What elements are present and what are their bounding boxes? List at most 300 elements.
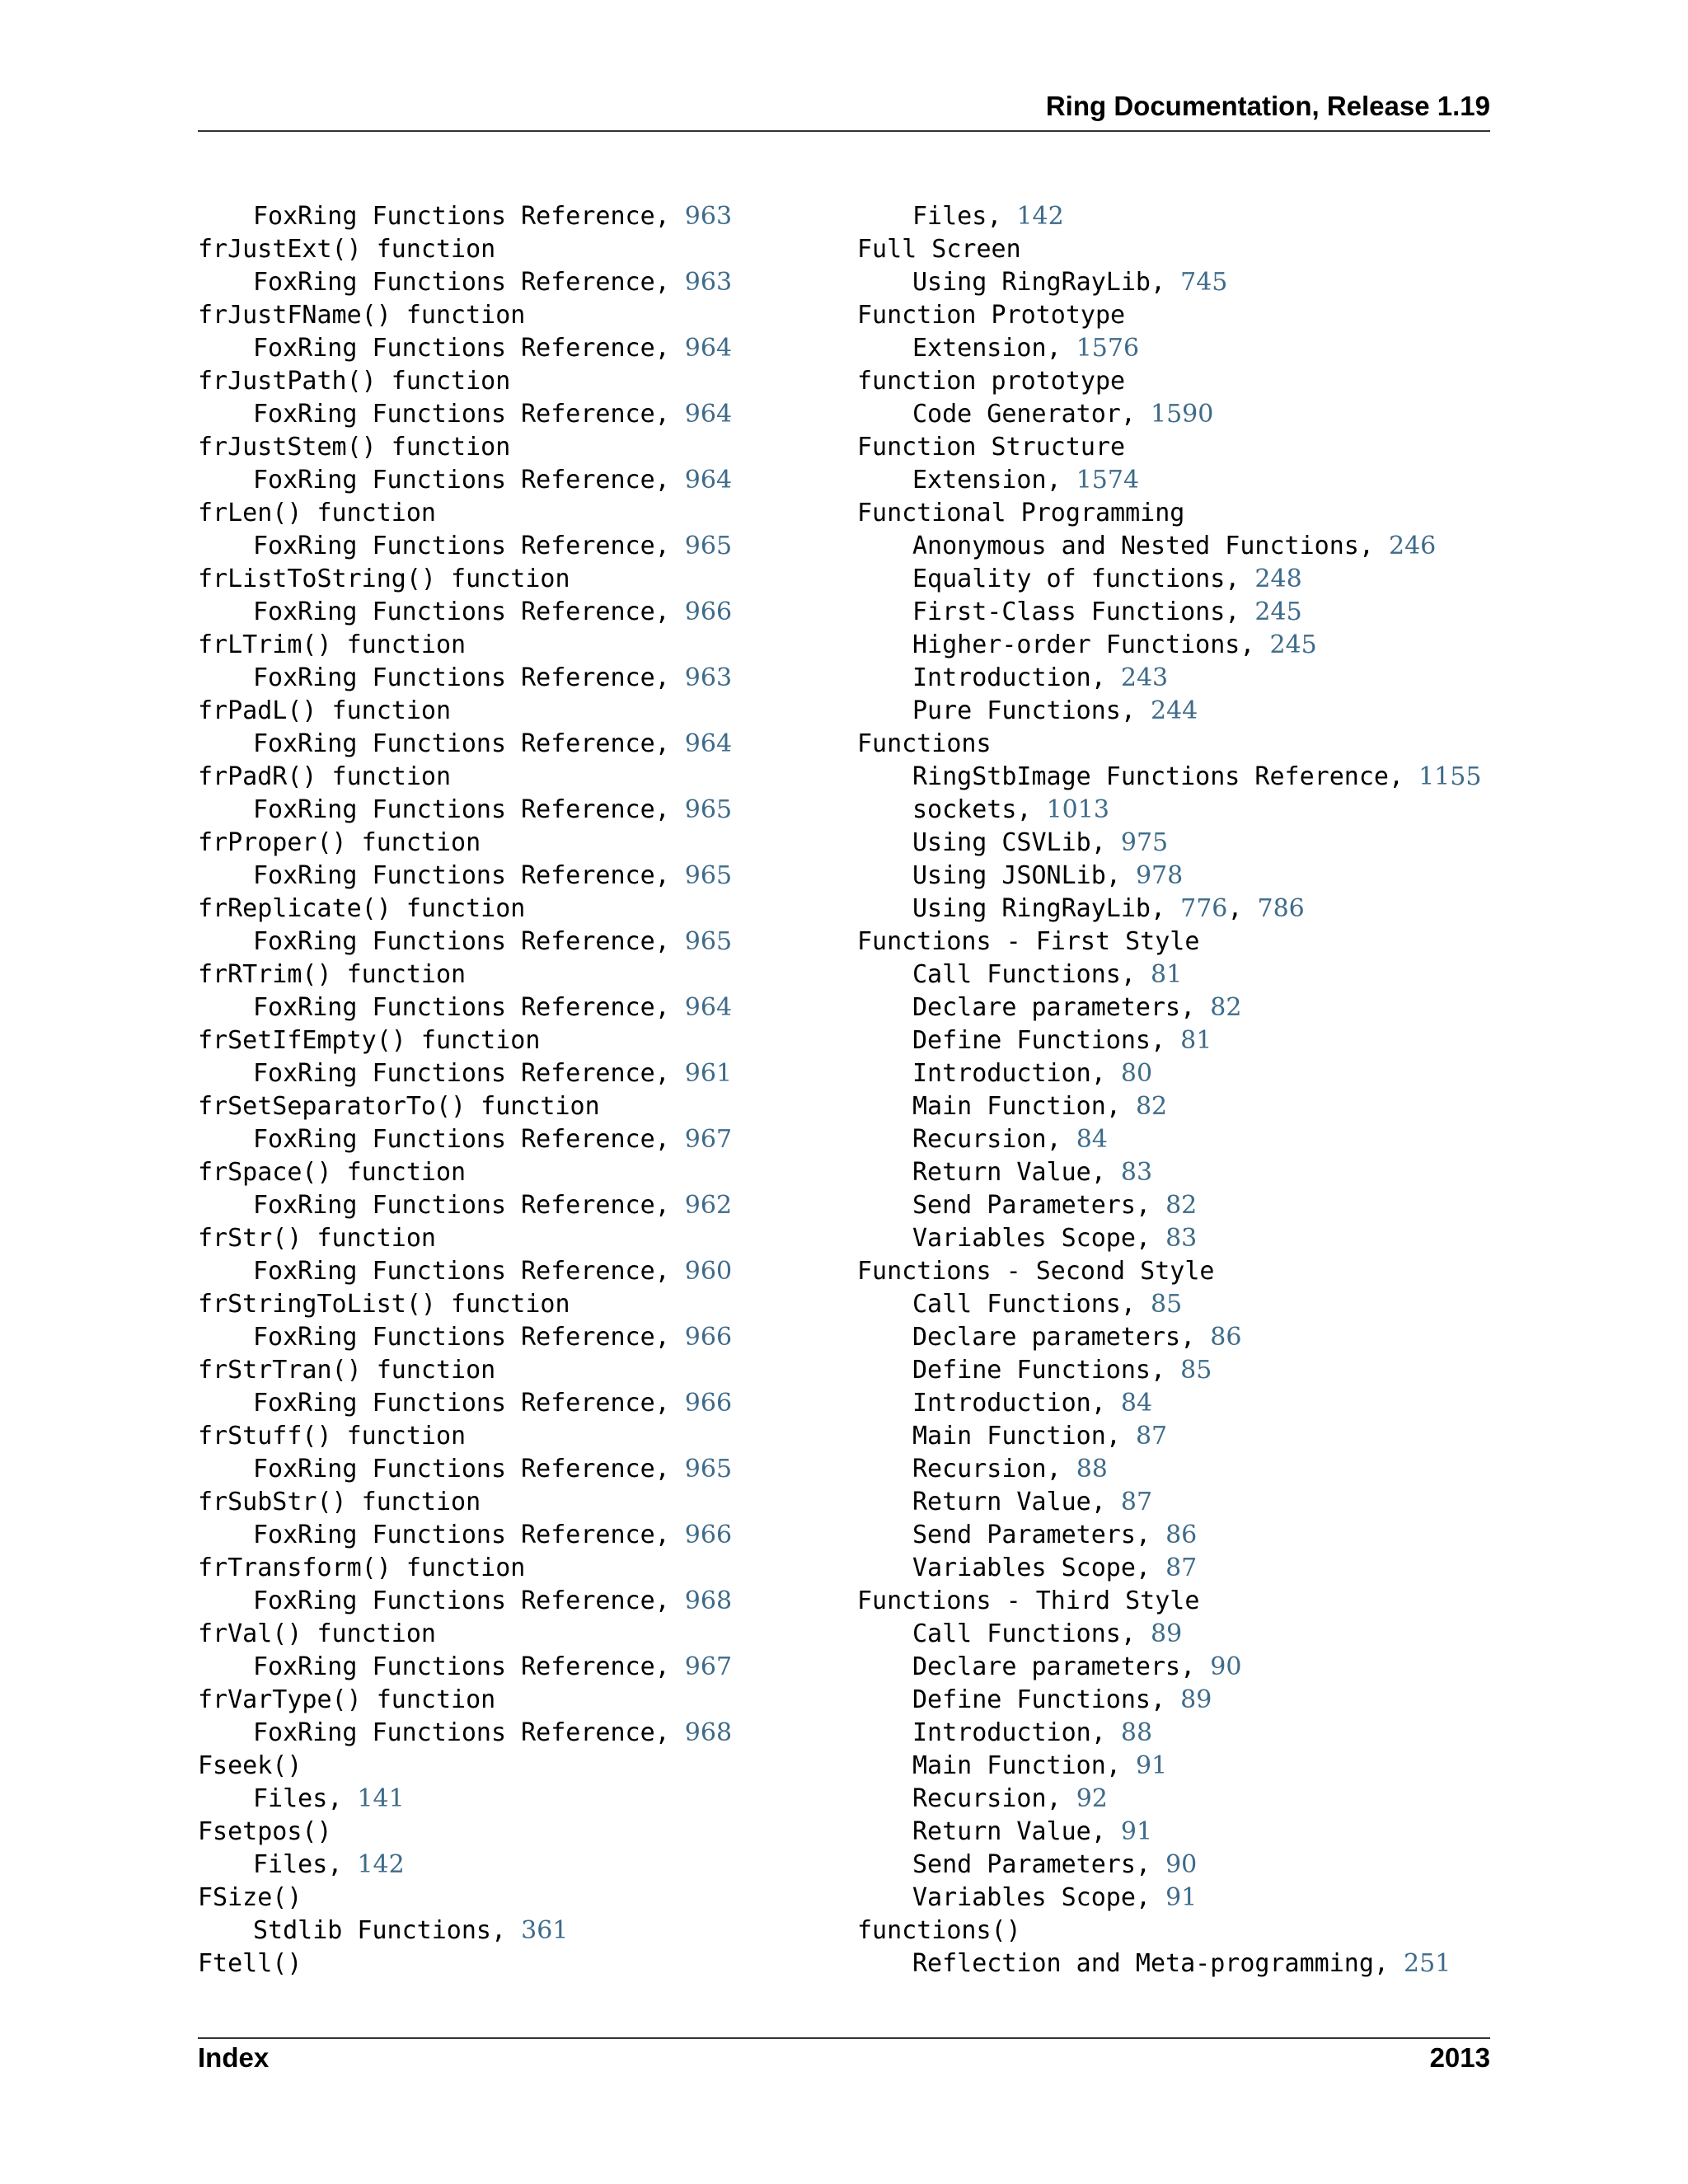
index-entry [857,365,1484,398]
page-link[interactable]: 1155 [1418,762,1482,791]
page-link[interactable]: 87 [1120,1488,1153,1516]
index-subentry [857,530,1484,563]
index-term: Fsetpos() [198,1817,332,1846]
index-term: frSetIfEmpty() function [198,1026,541,1055]
index-subentry [857,794,1484,827]
index-subentry [857,893,1484,926]
index-term: FoxRing Functions Reference [253,334,655,363]
index-subentry [198,398,841,431]
separator: , [654,1455,685,1483]
index-term: FoxRing Functions Reference [253,1521,655,1549]
index-term: frStringToList() function [198,1290,570,1319]
page-link[interactable]: 965 [684,795,733,824]
index-term: Stdlib Functions [253,1916,491,1945]
index-term: Introduction [912,1718,1091,1747]
page-link[interactable]: 84 [1076,1125,1108,1154]
separator: , [654,1191,685,1220]
index-term: FSize() [198,1883,302,1912]
separator: , [654,861,685,890]
index-term: Return Value [912,1817,1091,1846]
page-link[interactable]: 965 [684,927,733,956]
index-entry [198,761,841,794]
page-link[interactable]: 87 [1165,1554,1198,1582]
index-entry [198,1354,841,1387]
index-term: Pure Functions [912,696,1121,725]
page-link[interactable]: 89 [1151,1619,1183,1648]
page-link[interactable]: 91 [1135,1751,1168,1780]
running-footer [198,2042,1490,2074]
index-term: functions() [857,1916,1021,1945]
index-term: frJustFName() function [198,301,526,330]
index-term: Main Function [912,1751,1106,1780]
page-link[interactable]: 786 [1257,894,1305,923]
index-subentry [198,1387,841,1420]
separator: , [1105,1751,1136,1780]
index-term: Send Parameters [912,1850,1136,1879]
index-term: First-Class Functions [912,598,1226,626]
index-column-left [198,200,841,1980]
index-entry [198,1486,841,1519]
index-entry [198,958,841,991]
page-link[interactable]: 978 [1135,861,1184,890]
index-entry [857,233,1484,266]
page-link[interactable]: 245 [1254,598,1302,626]
index-subentry [198,530,841,563]
index-term: frProper() function [198,828,481,857]
index-subentry [857,662,1484,695]
index-term: Recursion [912,1784,1047,1813]
page-link[interactable]: 82 [1210,993,1242,1022]
index-term: Return Value [912,1158,1091,1187]
index-term: Send Parameters [912,1521,1136,1549]
index-term: Functions - Second Style [857,1257,1215,1286]
separator: , [654,1586,685,1615]
page-link[interactable]: 968 [684,1718,733,1747]
index-term: Function Structure [857,433,1126,462]
page-link[interactable]: 82 [1135,1092,1168,1121]
index-term: Declare parameters [912,1652,1181,1681]
index-term: Recursion [912,1125,1047,1154]
index-entry [198,299,841,332]
page-link[interactable]: 964 [684,466,733,494]
index-subentry [857,1387,1484,1420]
index-subentry [857,1486,1484,1519]
separator: , [1120,696,1151,725]
index-term: Send Parameters [912,1191,1136,1220]
page-link[interactable]: 90 [1210,1652,1242,1681]
index-subentry [857,1618,1484,1651]
separator: , [654,1257,685,1286]
index-entry [198,1947,841,1980]
index-term: frJustExt() function [198,235,496,264]
index-subentry [198,1123,841,1156]
page-link[interactable]: 88 [1076,1455,1108,1483]
index-subentry [198,1915,841,1947]
separator: , [1090,1389,1121,1418]
index-entry [198,497,841,530]
separator: , [1135,1883,1166,1912]
index-term: FoxRing Functions Reference [253,1652,655,1681]
separator: , [1388,762,1419,791]
index-subentry [198,1453,841,1486]
index-subentry [857,629,1484,662]
page-link[interactable]: 80 [1120,1059,1153,1088]
index-term: Variables Scope [912,1883,1136,1912]
index-term: Files [912,202,987,231]
index-term: FoxRing Functions Reference [253,466,655,494]
index-subentry [857,200,1484,233]
index-entry [198,1156,841,1189]
separator: , [654,1652,685,1681]
index-term: RingStbImage Functions Reference [912,762,1389,791]
separator: , [1135,1224,1166,1253]
index-term: Functions [857,729,992,758]
separator: , [1120,1290,1151,1319]
page-link[interactable]: 88 [1120,1718,1153,1747]
index-entry [198,1420,841,1453]
index-term: Call Functions [912,960,1121,989]
page-link[interactable]: 963 [684,663,733,692]
index-subentry [198,1651,841,1684]
index-term: frVal() function [198,1619,436,1648]
index-entry [198,365,841,398]
index-term: Extension [912,466,1047,494]
separator: , [1150,1026,1181,1055]
page-link[interactable]: 1576 [1076,334,1140,363]
index-entry [857,926,1484,958]
separator: , [654,663,685,692]
separator: , [1150,1685,1181,1714]
index-entry [857,1585,1484,1618]
index-entry [857,299,1484,332]
index-subentry [198,266,841,299]
index-term: Functions - First Style [857,927,1200,956]
separator: , [654,400,685,429]
index-term: Extension [912,334,1047,363]
index-term: FoxRing Functions Reference [253,1323,655,1352]
page-link[interactable]: 82 [1165,1191,1198,1220]
page-link[interactable]: 962 [684,1191,733,1220]
index-term: Define Functions [912,1685,1151,1714]
index-subentry [857,1189,1484,1222]
index-term: Declare parameters [912,993,1181,1022]
index-term: Introduction [912,1059,1091,1088]
index-subentry [198,794,841,827]
index-subentry [198,1849,841,1882]
page-link[interactable]: 1574 [1076,466,1140,494]
separator: , [654,1125,685,1154]
index-subentry [198,332,841,365]
index-term: Functional Programming [857,499,1185,527]
separator: , [654,268,685,297]
page-link[interactable]: 91 [1165,1883,1198,1912]
separator: , [654,532,685,560]
index-subentry [857,1321,1484,1354]
separator: , [1090,663,1121,692]
separator: , [654,1323,685,1352]
page-link[interactable]: 965 [684,1455,733,1483]
separator: , [327,1784,358,1813]
footer-section: Index [198,2042,270,2073]
index-subentry [857,1947,1484,1980]
separator: , [1150,268,1181,297]
index-term: frSpace() function [198,1158,467,1187]
page-link[interactable]: 961 [684,1059,733,1088]
index-term: frListToString() function [198,565,570,593]
index-term: Equality of functions [912,565,1226,593]
index-subentry [857,1090,1484,1123]
index-entry [198,1222,841,1255]
index-term: FoxRing Functions Reference [253,729,655,758]
separator: , [1105,1422,1136,1451]
index-term: frLTrim() function [198,630,467,659]
index-term: Full Screen [857,235,1021,264]
page-link[interactable]: 142 [357,1850,405,1879]
page-link[interactable]: 84 [1120,1389,1153,1418]
index-subentry [198,662,841,695]
index-entry [198,233,841,266]
separator: , [1090,1488,1121,1516]
index-entry [857,431,1484,464]
index-entry [198,827,841,860]
page-link[interactable]: 81 [1180,1026,1212,1055]
page-link[interactable]: 85 [1180,1356,1212,1385]
index-term: FoxRing Functions Reference [253,400,655,429]
index-term: Introduction [912,663,1091,692]
page-link[interactable]: 1590 [1151,400,1214,429]
index-term: FoxRing Functions Reference [253,1455,655,1483]
index-subentry [857,1717,1484,1750]
index-subentry [198,200,841,233]
index-term: FoxRing Functions Reference [253,1718,655,1747]
index-subentry [857,1156,1484,1189]
index-term: FoxRing Functions Reference [253,1191,655,1220]
index-subentry [857,596,1484,629]
page-link[interactable]: 963 [684,202,733,231]
index-term: Using JSONLib [912,861,1106,890]
page-link[interactable]: 248 [1254,565,1302,593]
separator: , [654,598,685,626]
separator: , [1105,861,1136,890]
index-term: Files [253,1784,328,1813]
index-term: FoxRing Functions Reference [253,1257,655,1286]
page-link[interactable]: 86 [1165,1521,1198,1549]
page-link[interactable]: 83 [1120,1158,1153,1187]
index-subentry [198,1189,841,1222]
page-link[interactable]: 966 [684,1521,733,1549]
separator: , [1090,1158,1121,1187]
index-subentry [857,1057,1484,1090]
index-term: Define Functions [912,1356,1151,1385]
separator: , [654,1521,685,1549]
separator: , [1016,795,1047,824]
separator: , [654,1059,685,1088]
separator: , [1225,598,1255,626]
separator: , [1135,1521,1166,1549]
index-term: Define Functions [912,1026,1151,1055]
index-subentry [198,596,841,629]
separator: , [654,993,685,1022]
index-term: FoxRing Functions Reference [253,202,655,231]
index-subentry [857,1453,1484,1486]
index-term: FoxRing Functions Reference [253,1389,655,1418]
index-subentry [857,1750,1484,1783]
index-entry [857,497,1484,530]
page-link[interactable]: 251 [1404,1949,1451,1978]
separator: , [1105,1092,1136,1121]
index-subentry [198,728,841,761]
index-term: Functions - Third Style [857,1586,1200,1615]
page-link[interactable]: 967 [684,1125,733,1154]
index-subentry [198,860,841,893]
index-subentry [198,926,841,958]
index-term: FoxRing Functions Reference [253,1125,655,1154]
index-term: Files [253,1850,328,1879]
separator: , [654,729,685,758]
index-term: Using RingRayLib [912,894,1151,923]
index-entry [198,1618,841,1651]
index-term: Declare parameters [912,1323,1181,1352]
separator: , [654,466,685,494]
index-subentry [857,1354,1484,1387]
index-term: frSetSeparatorTo() function [198,1092,600,1121]
index-subentry [857,1651,1484,1684]
index-term: FoxRing Functions Reference [253,598,655,626]
separator: , [654,927,685,956]
page-link[interactable]: 245 [1269,630,1317,659]
index-term: Call Functions [912,1619,1121,1648]
index-subentry [198,464,841,497]
index-term: Function Prototype [857,301,1126,330]
index-subentry [857,398,1484,431]
separator: , [490,1916,522,1945]
index-term: FoxRing Functions Reference [253,927,655,956]
separator: , [654,334,685,363]
index-term: Higher-order Functions [912,630,1240,659]
separator: , [654,1718,685,1747]
page-link[interactable]: 960 [684,1257,733,1286]
separator: , [1180,1323,1211,1352]
index-subentry [857,1420,1484,1453]
page-link[interactable]: 142 [1016,202,1064,231]
index-subentry [857,761,1484,794]
index-term: frPadL() function [198,696,452,725]
index-term: FoxRing Functions Reference [253,663,655,692]
index-subentry [857,1519,1484,1552]
page-link[interactable]: 964 [684,400,733,429]
page-link[interactable]: 1013 [1046,795,1109,824]
index-entry [198,1816,841,1849]
page-link[interactable]: 83 [1165,1224,1198,1253]
index-entry [198,1288,841,1321]
page-link[interactable]: 243 [1120,663,1169,692]
page-link[interactable]: 965 [684,532,733,560]
separator: , [1120,400,1151,429]
index-term: FoxRing Functions Reference [253,268,655,297]
page-link[interactable]: 964 [684,729,733,758]
separator: , [1180,1652,1211,1681]
separator: , [1358,532,1389,560]
page-link[interactable]: 968 [684,1586,733,1615]
page-link[interactable]: 966 [684,598,733,626]
index-subentry [857,695,1484,728]
index-subentry [857,958,1484,991]
index-entry [198,1684,841,1717]
index-entry [198,629,841,662]
index-term: frRTrim() function [198,960,467,989]
index-term: Introduction [912,1389,1091,1418]
index-term: Code Generator [912,400,1121,429]
index-subentry [198,1057,841,1090]
page-link[interactable]: 745 [1180,268,1228,297]
index-entry [198,563,841,596]
index-term: Variables Scope [912,1554,1136,1582]
footer-page-number: 2013 [1429,2042,1490,2073]
index-subentry [198,1585,841,1618]
index-term: Main Function [912,1092,1106,1121]
index-term: function prototype [857,367,1126,396]
separator: , [1150,1356,1181,1385]
page-link[interactable]: 87 [1135,1422,1168,1451]
page-link[interactable]: 85 [1151,1290,1183,1319]
page-link[interactable]: 92 [1076,1784,1108,1813]
page-link[interactable]: 967 [684,1652,733,1681]
index-term: Main Function [912,1422,1106,1451]
index-entry [857,728,1484,761]
separator: , [1227,894,1258,923]
separator: , [654,1389,685,1418]
index-term: Anonymous and Nested Functions [912,532,1359,560]
separator: , [654,202,685,231]
index-term: Recursion [912,1455,1047,1483]
page-link[interactable]: 975 [1120,828,1169,857]
index-subentry [198,1321,841,1354]
page-link[interactable]: 776 [1180,894,1228,923]
index-subentry [857,1288,1484,1321]
page-link[interactable]: 966 [684,1323,733,1352]
index-subentry [857,1816,1484,1849]
index-subentry [198,991,841,1024]
index-term: sockets [912,795,1017,824]
page-link[interactable]: 89 [1180,1685,1212,1714]
separator: , [1046,1125,1076,1154]
separator: , [1135,1850,1166,1879]
page-link[interactable]: 966 [684,1389,733,1418]
index-subentry [857,563,1484,596]
page-link[interactable]: 965 [684,861,733,890]
index-subentry [857,266,1484,299]
page-link[interactable]: 141 [357,1784,405,1813]
page-link[interactable]: 963 [684,268,733,297]
index-entry [198,1024,841,1057]
separator: , [1240,630,1270,659]
page-link[interactable]: 244 [1151,696,1198,725]
page-link[interactable]: 964 [684,993,733,1022]
page-link[interactable]: 91 [1120,1817,1153,1846]
page-link[interactable]: 361 [521,1916,569,1945]
index-entry [198,1552,841,1585]
page-link[interactable]: 246 [1388,532,1437,560]
separator: , [1135,1191,1166,1220]
page-link[interactable]: 964 [684,334,733,363]
page-link[interactable]: 86 [1210,1323,1242,1352]
index-term: frStuff() function [198,1422,467,1451]
index-entry [198,1882,841,1915]
index-subentry [198,1519,841,1552]
page-link[interactable]: 90 [1165,1850,1198,1879]
page-link[interactable]: 81 [1151,960,1183,989]
index-subentry [857,1123,1484,1156]
